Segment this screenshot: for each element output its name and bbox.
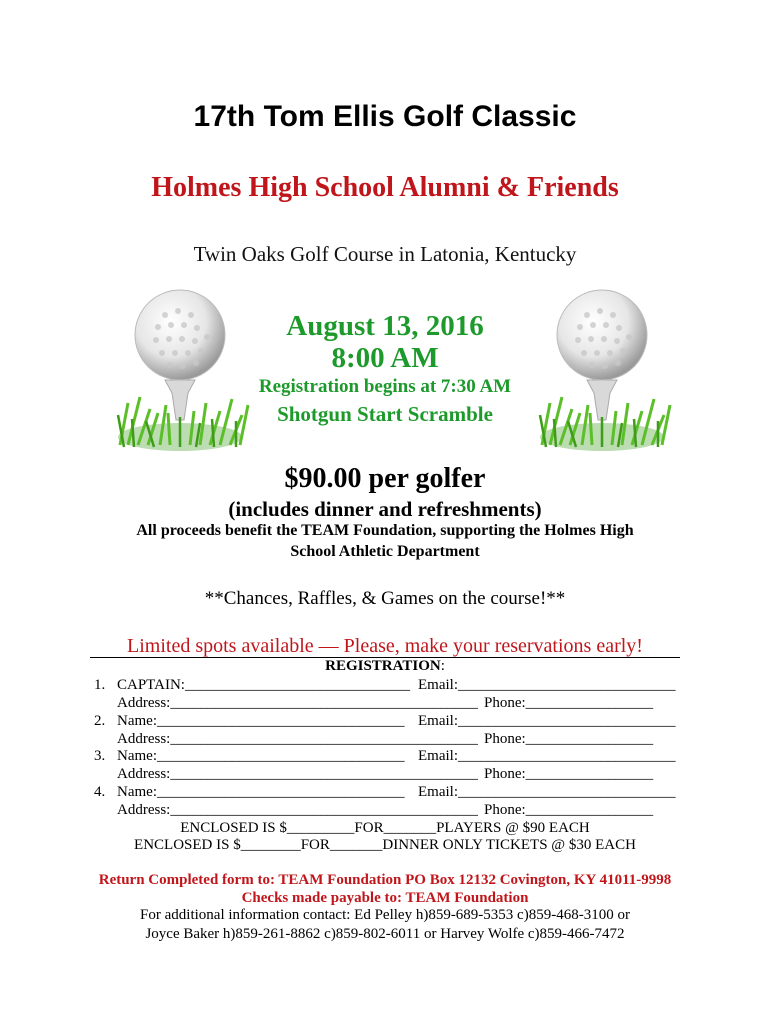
- entry-3-number: 3.: [94, 748, 106, 764]
- event-format: Shotgun Start Scramble: [277, 402, 493, 426]
- player-4-email-field[interactable]: Email:_____________________________: [418, 784, 676, 800]
- limited-spots-text: Limited spots available — Please, make your reservations early!: [127, 635, 643, 657]
- player-2-address-field[interactable]: Address:_________________________________________: [117, 731, 478, 747]
- price-includes: (includes dinner and refreshments): [228, 497, 542, 521]
- player-4-phone-field[interactable]: Phone:_________________: [484, 802, 654, 818]
- chances-text: **Chances, Raffles, & Games on the course!**: [204, 588, 566, 609]
- page-title: 17th Tom Ellis Golf Classic: [193, 100, 577, 133]
- registration-begins: Registration begins at 7:30 AM: [258, 376, 512, 397]
- checks-payable: Checks made payable to: TEAM Foundation: [241, 890, 529, 906]
- event-time: 8:00 AM: [331, 342, 439, 374]
- contact-line-2: Joyce Baker h)859-261-8862 c)859-802-6011 or Harvey Wolfe c)859-466-7472: [145, 926, 625, 942]
- subtitle: Holmes High School Alumni & Friends: [151, 172, 619, 203]
- player-3-phone-field[interactable]: Phone:_________________: [484, 766, 654, 782]
- captain-email-field[interactable]: Email:_____________________________: [418, 677, 676, 693]
- captain-name-field[interactable]: CAPTAIN:______________________________: [117, 677, 410, 693]
- player-3-name-field[interactable]: Name:_________________________________: [117, 748, 405, 764]
- enclosed-dinner-line[interactable]: ENCLOSED IS $________FOR_______DINNER ONLY TICKETS @ $30 EACH: [134, 837, 636, 853]
- captain-phone-field[interactable]: Phone:_________________: [484, 695, 654, 711]
- player-4-name-field[interactable]: Name:_________________________________: [117, 784, 405, 800]
- proceeds-line-2: School Athletic Department: [290, 543, 480, 560]
- registration-heading: [0, 658, 770, 675]
- enclosed-players-line[interactable]: ENCLOSED IS $_________FOR_______PLAYERS @ $90 EACH: [180, 820, 590, 836]
- entry-4-number: 4.: [94, 784, 106, 800]
- return-address: Return Completed form to: TEAM Foundation PO Box 12132 Covington, KY 41011-9998: [98, 872, 672, 888]
- player-3-email-field[interactable]: Email:_____________________________: [418, 748, 676, 764]
- event-date: August 13, 2016: [286, 310, 484, 342]
- registration-heading-label: REGISTRATION: [325, 658, 441, 674]
- proceeds-line-1: All proceeds benefit the TEAM Foundation, supporting the Holmes High: [136, 522, 634, 539]
- player-4-address-field[interactable]: Address:_________________________________________: [117, 802, 478, 818]
- price: $90.00 per golfer: [284, 463, 486, 494]
- player-2-email-field[interactable]: Email:_____________________________: [418, 713, 676, 729]
- entry-1-number: 1.: [94, 677, 106, 693]
- player-2-name-field[interactable]: Name:_________________________________: [117, 713, 405, 729]
- player-2-phone-field[interactable]: Phone:_________________: [484, 731, 654, 747]
- registration-heading-colon: :: [440, 658, 445, 674]
- contact-line-1: For additional information contact: Ed Pelley h)859-689-5353 c)859-468-3100 or: [140, 907, 630, 923]
- venue-text: Twin Oaks Golf Course in Latonia, Kentucky: [193, 242, 577, 266]
- captain-address-field[interactable]: Address:_________________________________________: [117, 695, 478, 711]
- player-3-address-field[interactable]: Address:_________________________________________: [117, 766, 478, 782]
- entry-2-number: 2.: [94, 713, 106, 729]
